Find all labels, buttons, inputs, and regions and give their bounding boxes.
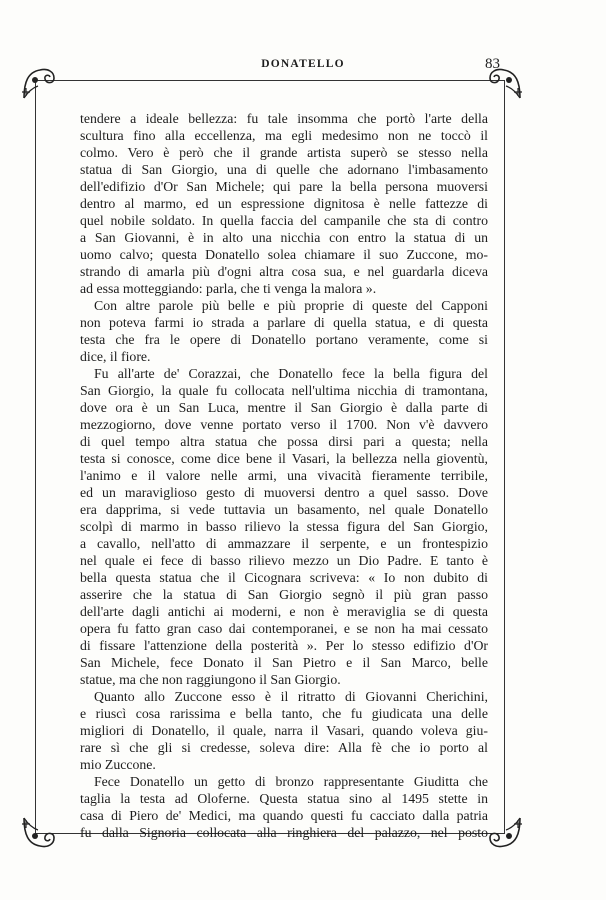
text-line: scultura fino alla eccellenza, ma egli medesimo non ne toccò il: [80, 128, 488, 143]
text-line: bella questa statua che il Cicognara scriveva: « Io non dubito di: [80, 570, 488, 585]
text-line: dice, il fiore.: [80, 349, 151, 364]
text-line: non poteva farmi io strada a parlare di quella statua, e di questa: [80, 315, 488, 330]
text-line: taglia la testa ad Oloferne. Questa statua sino al 1495 stette in: [80, 791, 488, 806]
text-line: testa che fra le opere di Donatello portano veramente, come si: [80, 332, 488, 347]
page-number: 83: [485, 56, 500, 72]
text-line: San Giorgio, la quale fu collocata nell'ultima nicchia di tramontana,: [80, 383, 488, 398]
text-line: mezzogiorno, dove venne portato verso il 1700. Non v'è davvero: [80, 417, 488, 432]
text-line: tendere a ideale bellezza: fu tale insomma che portò l'arte della: [80, 111, 488, 126]
text-line: Quanto allo Zuccone esso è il ritratto di Giovanni Cherichini,: [94, 689, 488, 704]
text-line: di quel tempo altra statua che possa dirsi pari a questa; nella: [80, 434, 488, 449]
corner-flourish-icon: [18, 62, 60, 104]
text-line: casa di Piero de' Medici, ma quando questi fu cacciato dalla patria: [80, 808, 488, 823]
text-line: colmo. Vero è però che il grande artista superò se stesso nella: [80, 145, 488, 160]
body-text: [80, 110, 488, 841]
text-line: statua di San Giorgio, una di quelle che adornano l'imbasamento: [80, 162, 488, 177]
corner-flourish-icon: [484, 62, 526, 104]
text-line: ad essa motteggiando: parla, che ti venga la malora ».: [80, 281, 377, 296]
text-line: ed un maraviglioso gesto di muoversi dentro a quel sasso. Dove: [80, 485, 488, 500]
corner-flourish-icon: [484, 812, 526, 854]
text-line: San Michele, fece Donato il San Pietro e il San Marco, belle: [80, 655, 488, 670]
text-line: quel nobile soldato. In quella faccia del campanile che sta di contro: [80, 213, 488, 228]
corner-flourish-icon: [18, 812, 60, 854]
text-line: dentro al marmo, ed un espressione dignitosa è nelle fattezze di: [80, 196, 488, 211]
text-line: statue, ma che non raggiungono il San Giorgio.: [80, 672, 341, 687]
text-line: a cavallo, nell'atto di ammazzare il serpente, e un frontespizio: [80, 536, 488, 551]
text-line: e riuscì cosa rarissima e bella tanto, che fu giudicata una delle: [80, 706, 488, 721]
text-line: Fu all'arte de' Corazzai, che Donatello fece la bella figura del: [94, 366, 488, 381]
text-line: dell'arte dagli antichi ai moderni, e non è meraviglia se di questa: [80, 604, 488, 619]
text-line: dove ora è un San Luca, mentre il San Giorgio è dalla parte di: [80, 400, 488, 415]
text-line: strando di amarla più d'ogni altra cosa sua, e nel guardarla diceva: [80, 264, 488, 279]
text-line: Fece Donatello un getto di bronzo rappresentante Giuditta che: [94, 774, 488, 789]
text-line: nel quale ei fece di basso rilievo mezzo un Dio Padre. E tanto è: [80, 553, 488, 568]
text-line: mio Zuccone.: [80, 757, 156, 772]
text-line: uomo calvo; questa Donatello solea chiamare il suo Zuccone, mo-: [80, 247, 488, 262]
text-line: era dapprima, si vede tuttavia un basamento, nel quale Donatello: [80, 502, 488, 517]
text-line: Con altre parole più belle e più proprie di queste del Capponi: [94, 298, 488, 313]
running-title: DONATELLO: [261, 58, 345, 70]
text-line: rare sì che gli si credesse, soleva dire: Alla fè che io porto al: [80, 740, 488, 755]
text-line: testa si conosce, come dice bene il Vasari, la bellezza nella gioventù,: [80, 451, 488, 466]
text-line: dell'edifizio d'Or San Michele; qui pare la bella persona muoversi: [80, 179, 488, 194]
text-line: l'animo e il valore nelle armi, una vivacità fieramente terribile,: [80, 468, 488, 483]
text-line: asserire che la statua di San Giorgio segnò il più gran passo: [80, 587, 488, 602]
text-line: di fissare l'attenzione della posterità ». Per lo stesso edifizio d'Or: [80, 638, 488, 653]
text-line: a San Giovanni, è in alto una nicchia con entro la statua di un: [80, 230, 488, 245]
text-line: scolpì di marmo in basso rilievo la stessa figura del San Giorgio,: [80, 519, 488, 534]
text-line: migliori di Donatello, il quale, narra il Vasari, quando voleva giu-: [80, 723, 488, 738]
text-line: opera fu fatto gran caso dai contemporanei, e se non ha mai cessato: [80, 621, 488, 636]
text-line: fu dalla Signoria collocata alla ringhiera del palazzo, nel posto: [80, 825, 488, 840]
